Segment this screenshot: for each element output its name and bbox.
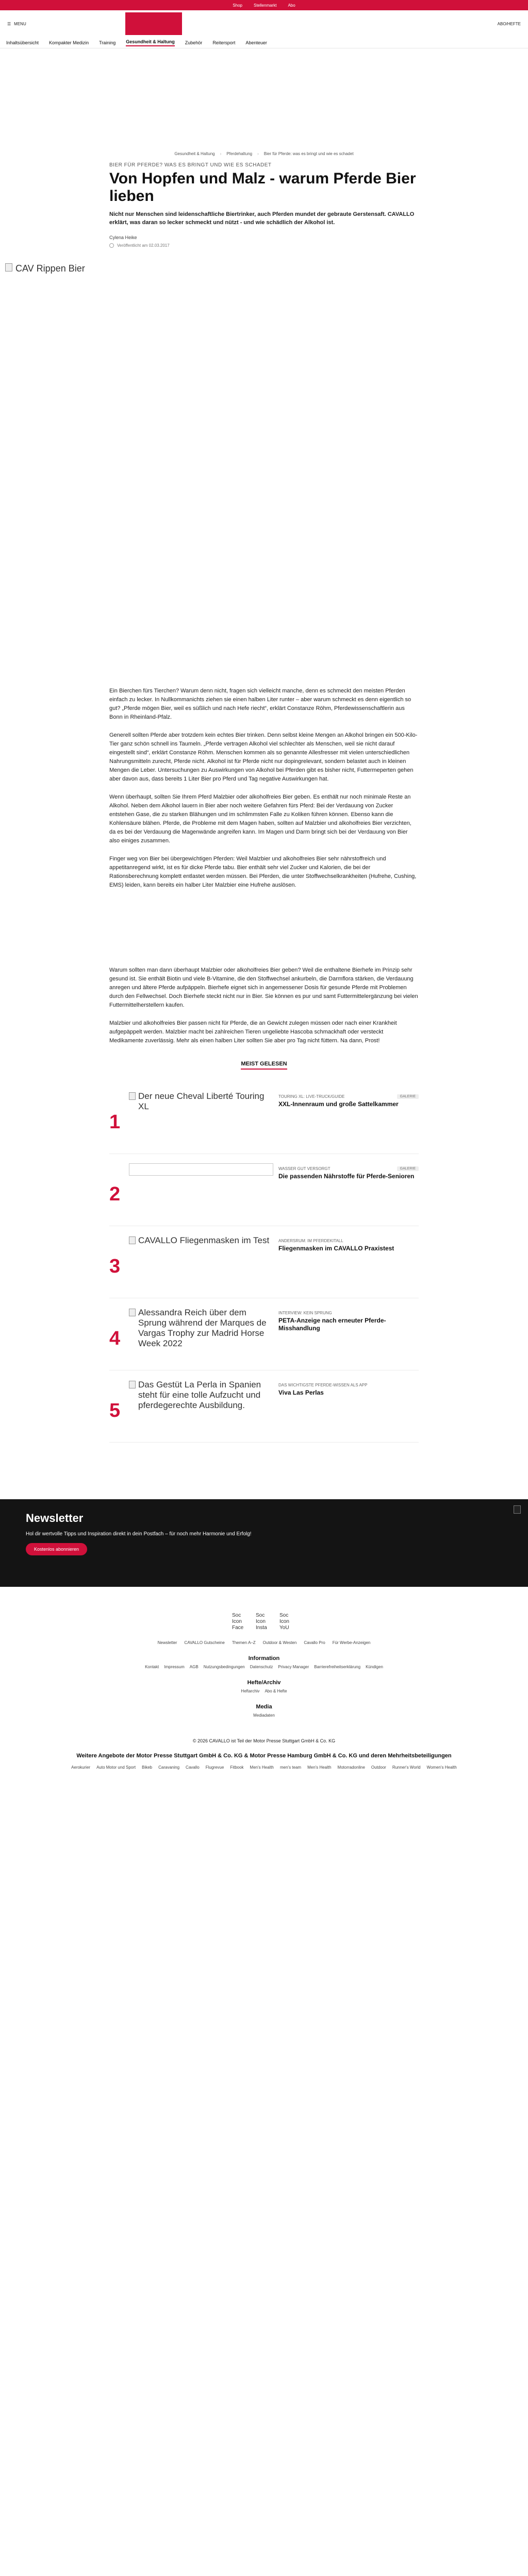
teaser-image-alt: CAVALLO Fliegenmasken im Test	[138, 1235, 270, 1245]
teaser-text	[278, 1235, 419, 1252]
article-title: Von Hopfen und Malz - warum Pferde Bier lieben	[109, 170, 416, 205]
teaser-meta	[278, 1166, 419, 1171]
footer-link[interactable]: Barrierefreiheitserklärung	[314, 1665, 361, 1669]
nav-item-zubehoer[interactable]: Zubehör	[185, 40, 203, 45]
footer-section-title: Information	[248, 1655, 280, 1662]
teaser-meta	[278, 1311, 419, 1315]
rank-number: 3	[109, 1256, 121, 1277]
ad-space-top	[0, 48, 528, 151]
footer-section-title: Media	[256, 1704, 272, 1710]
footer-link[interactable]: Bikeb	[142, 1765, 153, 1770]
top-service-bar	[0, 0, 528, 10]
teaser-title[interactable]: PETA-Anzeige nach erneuter Pferde-Misshandlung	[278, 1317, 386, 1332]
breadcrumb-item[interactable]: Pferdehaltung	[226, 151, 253, 156]
rank-number: 4	[109, 1328, 121, 1349]
teaser-title[interactable]: Fliegenmasken im CAVALLO Praxistest	[278, 1245, 394, 1252]
teaser-kicker: TOURING XL: LIVE-TRUCK/GUIDE	[278, 1094, 345, 1099]
footer-link[interactable]: Auto Motor und Sport	[96, 1765, 136, 1770]
teaser-meta	[278, 1239, 419, 1243]
article-paragraph: Generell sollten Pferde aber trotzdem kein echtes Bier trinken. Denn selbst kleine Mengen an Alkohol bringen ein 500-Kilo-Tier ganz schön schnell ins Taumeln. „Pferde vertragen Alkohol viel schlechter als Menschen, weil sie nicht darauf eingestellt sind“, erklärt Constanze Röhm. Menschen kommen als so genannte Allesfresser mit vielen unterschiedlichen Nahrungsmitteln zurecht, Pferde nicht. Alkohol ist für Pferde nicht nur dopingrelevant, sondern belastet auch in kleinen Mengen die Leber. Untersuchungen zu Auswirkungen von Alkohol bei Pferden gibt es bisher nicht, Futtermeperten gehen aber davon aus, dass bereits 1 Liter Bier pro Pferd und Tag negative Auswirkungen hat.	[109, 732, 418, 782]
breadcrumb	[0, 151, 528, 156]
teaser-text	[278, 1380, 419, 1397]
list-item[interactable]	[109, 1154, 419, 1226]
footer-link[interactable]: Nutzungsbedingungen	[203, 1665, 245, 1669]
nav-item-inhalt[interactable]: Inhaltsübersicht	[6, 40, 39, 45]
main-navigation	[0, 37, 528, 48]
teaser-image-alt: Das Gestüt La Perla in Spanien steht für eine tolle Aufzucht und pferdegerechte Ausbildung.	[138, 1380, 261, 1410]
topbar-link-shop[interactable]: Shop	[233, 3, 242, 8]
page-bottom-space	[0, 1770, 528, 2576]
breadcrumb-separator: ›	[220, 151, 222, 156]
teaser-image[interactable]	[129, 1163, 273, 1176]
list-item[interactable]	[109, 1082, 419, 1154]
clock-icon	[109, 243, 114, 248]
instagram-icon[interactable]: Soc Icon Insta	[256, 1613, 267, 1631]
meist-gelesen-heading	[0, 1061, 528, 1070]
footer-link[interactable]: Für Werbe-Anzeigen	[332, 1640, 371, 1645]
footer-section-hefte	[0, 1680, 528, 1693]
newsletter-subscribe-button[interactable]: Kostenlos abonnieren	[26, 1543, 87, 1555]
abo-link[interactable]: ABO/HEFTE	[497, 21, 521, 26]
hero-alt-text: CAV Rippen Bier	[15, 263, 85, 274]
broken-image-icon	[514, 1505, 521, 1514]
breadcrumb-item[interactable]: Gesundheit & Haltung	[174, 151, 215, 156]
footer-nav	[0, 1640, 528, 1645]
rank-number: 5	[109, 1400, 121, 1421]
teaser-meta	[278, 1383, 419, 1387]
footer-link[interactable]: Runner's World	[392, 1765, 421, 1770]
footer-link[interactable]: Men's Health	[307, 1765, 332, 1770]
rank-number: 2	[109, 1183, 121, 1205]
more-offers-title: Weitere Angebote der Motor Presse Stuttgart GmbH & Co. KG & Motor Presse Hamburg GmbH & Co. KG und deren Mehrheitsbeteiligungen	[76, 1753, 452, 1759]
article-author[interactable]: Cylena Heike	[109, 235, 137, 240]
footer-section-title: Hefte/Archiv	[247, 1680, 281, 1686]
broken-image-icon	[129, 1309, 136, 1316]
footer-link[interactable]: Mediadaten	[253, 1713, 275, 1718]
teaser-title[interactable]: Viva Las Perlas	[278, 1389, 324, 1396]
facebook-icon[interactable]: Soc Icon Face	[232, 1613, 244, 1631]
broken-image-icon	[129, 1236, 136, 1244]
footer-link[interactable]: Cavallo Pro	[304, 1640, 325, 1645]
article-body	[109, 687, 419, 1045]
footer-link[interactable]: Datenschutz	[250, 1665, 273, 1669]
social-links	[0, 1613, 528, 1636]
hero-image-alt	[5, 263, 85, 274]
topbar-link-jobs[interactable]: Stellenmarkt	[253, 3, 277, 8]
footer-link[interactable]: Flugrevue	[205, 1765, 224, 1770]
article-teaser: Nicht nur Menschen sind leidenschaftliche Biertrinker, auch Pferden mundet der gebraute Gerstensaft. CAVALLO erklärt, was daran so lecker schmeckt und nützt - und wie schädlich der Alkohol ist.	[109, 211, 415, 226]
hamburger-icon: ☰	[7, 21, 11, 26]
teaser-title[interactable]: XXL-Innenraum und große Sattelkammer	[278, 1100, 399, 1108]
article-paragraph: Warum sollten man dann überhaupt Malzbier oder alkoholfreies Bier geben? Weil die enthaltene Bierhefe im Prinzip sehr gesund ist. Sie enthält Biotin und viele B-Vitamine, die den Stoffwechsel ankurbeln, die Darmflora stärken, die Verdauung anregen und ältere Pferde aufpäppeln. Bierhefe eignet sich in angemessener Dosis für gesunde Pferde mit Problemen durch den Fellwechsel. Doch Bierhefe steckt nicht nur in Bier. Sie können es pur und samt Futtermittelergänzung bei vielen Futtermittelherstellern kaufen.	[109, 967, 418, 1008]
article	[15, 162, 419, 1045]
broken-image-icon	[129, 1092, 136, 1100]
footer-link[interactable]: AGB	[189, 1665, 199, 1669]
newsletter-box	[0, 1499, 528, 1587]
teaser-image-alt: Der neue Cheval Liberté Touring XL	[138, 1091, 265, 1111]
youtube-icon[interactable]: Soc Icon YoU	[279, 1613, 289, 1631]
topbar-link-abo[interactable]: Abo	[288, 3, 295, 8]
teaser-title[interactable]: Die passenden Nährstoffe für Pferde-Senioren	[278, 1173, 415, 1180]
teaser-image[interactable]	[129, 1091, 273, 1143]
breadcrumb-current: Bier für Pferde: was es bringt und wie es schadet	[263, 151, 354, 156]
teaser-text	[278, 1163, 419, 1180]
list-item[interactable]	[109, 1298, 419, 1370]
ad-space-inline	[109, 899, 419, 966]
nav-item-abenteuer[interactable]: Abenteuer	[245, 40, 267, 45]
article-date	[109, 243, 419, 248]
nav-item-reitersport[interactable]: Reitersport	[212, 40, 236, 45]
hero-image	[0, 259, 528, 609]
teaser-kicker: WASSER GUT VERSORGT	[278, 1166, 331, 1171]
nav-item-gesundheit[interactable]: Gesundheit & Haltung	[126, 39, 175, 46]
site-header	[0, 10, 528, 37]
gallery-badge: GALERIE	[397, 1094, 419, 1099]
footer-link[interactable]: Heftarchiv	[241, 1689, 260, 1693]
menu-button[interactable]	[7, 22, 26, 26]
teaser-kicker: DAS WICHTIGSTE PFERDE-WISSEN ALS APP	[278, 1383, 368, 1387]
menu-label: MENU	[14, 21, 26, 26]
footer-links	[0, 1689, 528, 1693]
footer-section-media	[0, 1704, 528, 1718]
article-paragraph: Wenn überhaupt, sollten Sie Ihrem Pferd Malzbier oder alkoholfreies Bier geben. Es enthält nur noch minimale Reste an Alkohol. Neben dem Alkohol lauern in Bier aber noch weitere Gefahren fürs Pferd: Bei der Verdauung von Zucker entstehen Gase, die zu starken Blähungen und im schlimmsten Falle zu Koliken führen können. Ebenso kann die Kohlensäure blähen. Pferde, die Probleme mit dem Magen haben, sollten auf Malzbier und alkoholfreies Bier verzichten, da es bei der Verdauung die Magenwände angreifen kann. Im Magen und Darm bringt sich bei der Verdauung von Bier also einiges zusammen.	[109, 794, 411, 844]
footer-link[interactable]: CAVALLO Gutscheine	[184, 1640, 225, 1645]
footer-section-info	[0, 1655, 528, 1669]
gallery-badge: GALERIE	[397, 1166, 419, 1171]
footer-link[interactable]: Caravaning	[158, 1765, 180, 1770]
footer-link[interactable]: Fitbook	[230, 1765, 244, 1770]
rank-number: 1	[109, 1111, 121, 1133]
copyright: © 2026 CAVALLO ist Teil der Motor Presse Stuttgart GmbH & Co. KG	[192, 1738, 336, 1743]
newsletter-text: Hol dir wertvolle Tipps und Inspiration direkt in dein Postfach – für noch mehr Harmonie und Erfolg!	[26, 1531, 252, 1537]
site-logo[interactable]	[125, 12, 182, 35]
footer-link[interactable]: men's team	[279, 1765, 302, 1770]
footer-link[interactable]: Themen A–Z	[232, 1640, 256, 1645]
meist-gelesen-list	[109, 1082, 419, 1443]
footer-link[interactable]: Outdoor & Westen	[262, 1640, 297, 1645]
teaser-kicker: ANDERSRUM: IM PFERDEKITALL	[278, 1239, 343, 1243]
footer-link[interactable]: Aerokurier	[71, 1765, 91, 1770]
broken-image-icon	[5, 263, 12, 272]
footer-link[interactable]: Kontakt	[145, 1665, 159, 1669]
footer-link[interactable]: Abo & Hefte	[265, 1689, 287, 1693]
footer-link[interactable]: Kündigen	[366, 1665, 383, 1669]
footer-link[interactable]: Newsletter	[157, 1640, 177, 1645]
nav-item-training[interactable]: Training	[99, 40, 116, 45]
footer-link[interactable]: Cavallo	[186, 1765, 200, 1770]
footer-link[interactable]: Impressum	[164, 1665, 185, 1669]
more-offers-links	[0, 1765, 528, 1770]
teaser-image[interactable]	[129, 1380, 273, 1431]
broken-image-icon	[129, 1381, 136, 1388]
teaser-image[interactable]	[129, 1235, 273, 1287]
breadcrumb-separator: ›	[257, 151, 259, 156]
article-paragraph: Ein Bierchen fürs Tierchen? Warum denn nicht, fragen sich vielleicht manche, denn es schmeckt den meisten Pferden einfach zu lecker. In Nullkommanichts ziehen sie einen halben Liter runter – aber warum schmeckt es denn eigentlich so gut? „Pferde mögen Bier, weil es süßlich und nach Hefe riecht“, erklärt Constanze Röhm, Pferdewissenschaftlerin aus Bonn in Rheinland-Pfalz.	[109, 688, 411, 720]
teaser-text	[278, 1091, 419, 1108]
footer-links	[0, 1665, 528, 1669]
nav-item-medizin[interactable]: Kompakter Medizin	[49, 40, 89, 45]
footer-links	[0, 1713, 528, 1718]
list-item[interactable]	[109, 1226, 419, 1298]
footer-link[interactable]: Privacy Manager	[278, 1665, 309, 1669]
meist-gelesen-title: MEIST GELESEN	[241, 1061, 287, 1070]
newsletter-title: Newsletter	[26, 1512, 84, 1524]
article-paragraph: Malzbier und alkoholfreies Bier passen nicht für Pferde, die an Gewicht zulegen müssen oder nach einer Krankheit aufgepäppelt werden. Malzbier macht bei zahlreichen Tieren ungeliebte Hascoba schmackhaft oder versteckt Medikamente zuverlässig. Mehr als einen halben Liter sollten Sie aber pro Tag nicht füttern. Na dann, Prost!	[109, 1020, 397, 1044]
footer-link[interactable]: Men's Health	[250, 1765, 274, 1770]
teaser-kicker: INTERVIEW: KEIN SPRUNG	[278, 1311, 332, 1315]
article-date-text: Veröffentlicht am 02.03.2017	[117, 243, 170, 248]
teaser-image-alt: Alessandra Reich über dem Sprung während der Marques de Vargas Trophy zur Madrid Horse Week 2022	[138, 1308, 267, 1348]
footer-link[interactable]: Motorradonline	[337, 1765, 365, 1770]
footer-link[interactable]: Outdoor	[371, 1765, 386, 1770]
teaser-image[interactable]	[129, 1308, 273, 1359]
teaser-text	[278, 1308, 419, 1332]
article-kicker: BIER FÜR PFERDE? WAS ES BRINGT UND WIE ES SCHADET	[109, 162, 272, 168]
teaser-meta	[278, 1094, 419, 1099]
footer-link[interactable]: Women's Health	[426, 1765, 457, 1770]
list-item[interactable]	[109, 1370, 419, 1443]
article-paragraph: Finger weg von Bier bei übergewichtigen Pferden: Weil Malzbier und alkoholfreies Bier sehr nährstoffreich und appetitanregend wirkt, ist es für dicke Pferde tabu. Bier enthält sehr viel Zucker und Kalorien, die bei der Rationsberechnung komplett entlastet werden müssen. Bei Pferden, die unter Stoffwechselkrankheiten (Hufrehe, Cushing, EMS) leiden, kann bereits ein halber Liter Malzbier eine Hufrehe auslösen.	[109, 856, 417, 888]
